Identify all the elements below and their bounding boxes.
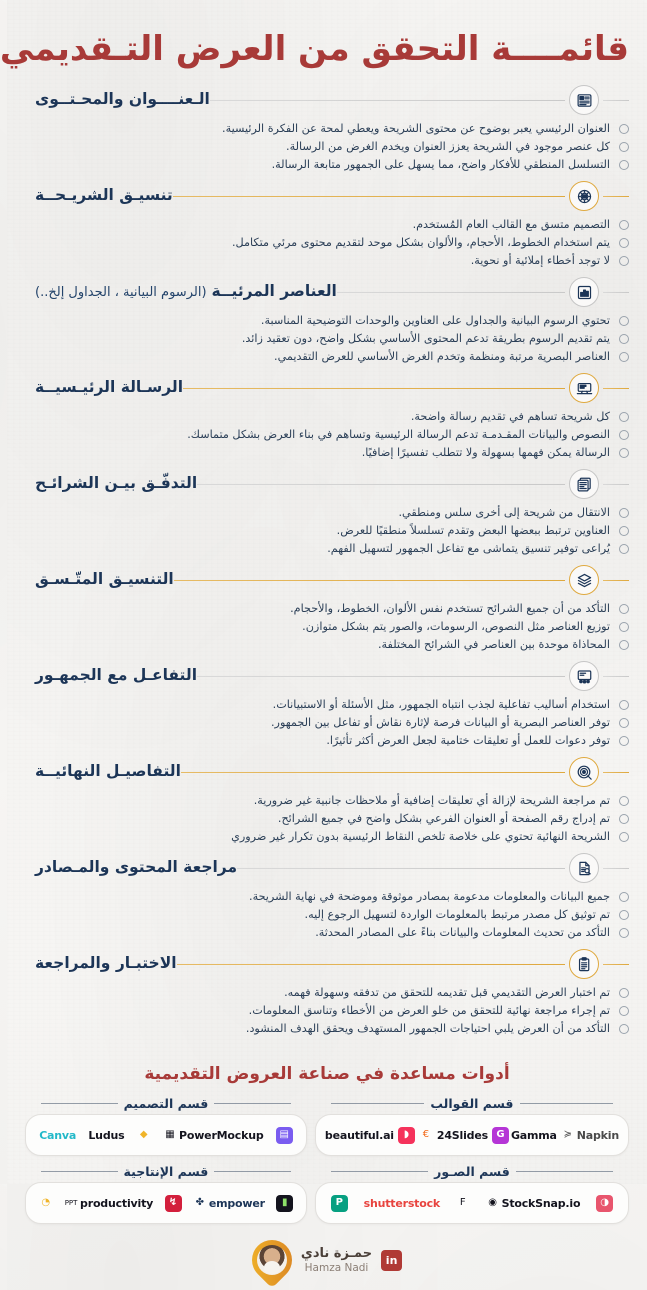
pitchdeck-logo-mark: ◆	[139, 1129, 148, 1141]
powermockup-logo-mark: ▦	[165, 1129, 175, 1141]
checklist-item-label: لا توجد أخطاء إملائية أو نحوية.	[470, 254, 610, 268]
tool-group	[315, 1164, 629, 1224]
checklist-section	[25, 371, 629, 462]
checkbox-circle-icon[interactable]	[619, 544, 629, 554]
checklist-item[interactable]	[31, 408, 629, 426]
tool-group	[315, 1096, 629, 1156]
checklist-item-label: يتم تقديم الرسوم بطريقة تدعم المحتوى الأساسي بشكل واضح، دون تعقيد زائد.	[241, 332, 610, 346]
tool-group	[25, 1164, 307, 1224]
checklist-item[interactable]	[31, 120, 629, 138]
canva-present-logo[interactable]	[419, 1128, 433, 1142]
section-header	[25, 563, 629, 597]
canva-logo[interactable]	[39, 1130, 76, 1141]
checkbox-circle-icon[interactable]	[619, 430, 629, 440]
tool-logo-row	[25, 1182, 307, 1224]
target-bullseye-icon	[569, 757, 599, 787]
section-rule-tail	[603, 484, 629, 485]
checklist-item-label: التصميم متسق مع القالب العام المُستخدم.	[412, 218, 610, 232]
author-name	[301, 1247, 372, 1274]
shutterstock-logo[interactable]	[364, 1198, 440, 1209]
section-items	[25, 504, 629, 558]
tools-grid	[25, 1096, 629, 1224]
freepik-logo[interactable]	[456, 1196, 470, 1210]
pitch-logo-mark: ◗	[398, 1127, 415, 1144]
tool-group-legend	[315, 1164, 629, 1179]
checkbox-circle-icon[interactable]	[619, 352, 629, 362]
pexels-logo[interactable]	[331, 1195, 348, 1212]
tool-group-legend	[25, 1164, 307, 1179]
checklist-section	[25, 563, 629, 654]
checklist-item-label: تم إجراء مراجعة نهائية للتحقق من خلو العرض من الأخطاء وتناسق المعلومات.	[248, 1004, 610, 1018]
tool-group-label: قسم الصـور	[434, 1164, 510, 1180]
checklist-item-label: توزيع العناصر مثل النصوص، الرسومات، والصور يتم بشكل متوازن.	[302, 620, 610, 634]
checklist-item[interactable]	[31, 636, 629, 654]
slidewise-logo[interactable]	[39, 1196, 53, 1210]
section-rule-tail	[603, 100, 629, 101]
checklist-item-label: توفر العناصر البصرية أو البيانات فرصة لإثارة نقاش أو تفاعل بين الجمهور.	[271, 716, 610, 730]
pexels-logo-mark: P	[331, 1195, 348, 1212]
tool-group	[25, 1096, 307, 1156]
beautiful-ai-logo[interactable]	[325, 1130, 394, 1141]
checkbox-circle-icon[interactable]	[619, 316, 629, 326]
tool-group-label: قسم الإنتاجية	[123, 1164, 209, 1180]
section-rule-tail	[603, 676, 629, 677]
checkbox-circle-icon[interactable]	[619, 160, 629, 170]
section-header	[25, 947, 629, 981]
burst-logo[interactable]	[596, 1195, 613, 1212]
checklist-item[interactable]	[31, 138, 629, 156]
page-title: قائمــــة التحقق من العرض التـقديمي	[0, 29, 629, 69]
section-title: مراجعة المحتوى والمـصادر	[35, 858, 238, 877]
gamma-logo[interactable]	[492, 1127, 557, 1144]
napkin-logo[interactable]	[561, 1128, 619, 1142]
checkbox-circle-icon[interactable]	[619, 832, 629, 842]
ludus-logo-label: Ludus	[88, 1128, 125, 1142]
checklist-item-label: العناوين ترتبط ببعضها البعض وتقدم تسلسلاً منطقيًا للعرض.	[336, 524, 610, 538]
checklist-item[interactable]	[31, 252, 629, 270]
presentation-screen-icon	[569, 373, 599, 403]
checkbox-circle-icon[interactable]	[619, 220, 629, 230]
checklist-item[interactable]	[31, 924, 629, 942]
section-rule	[237, 868, 565, 869]
checklist-section	[25, 275, 629, 366]
section-items	[25, 312, 629, 366]
section-title: التفاعـل مع الجمهـور	[35, 666, 198, 685]
checklist-section	[25, 179, 629, 270]
stocksnap-logo-mark: ◉	[488, 1197, 497, 1209]
section-rule-tail	[603, 292, 629, 293]
checklist-item-label: تم مراجعة الشريحة لإزالة أي تعليقات إضافية أو ملاحظات جانبية غير ضرورية.	[253, 794, 610, 808]
checklist-item[interactable]	[31, 330, 629, 348]
checklist-item-label: التأكد من تحديث المعلومات والبيانات بناءً على المصادر المحدثة.	[315, 926, 610, 940]
canva-logo-label: Canva	[39, 1128, 77, 1142]
shutterstock-logo-label: shutterstock	[363, 1196, 441, 1210]
section-header	[25, 371, 629, 405]
checklist-section	[25, 659, 629, 750]
author-footer	[25, 1240, 629, 1280]
checkbox-circle-icon[interactable]	[619, 622, 629, 632]
checkbox-circle-icon[interactable]	[619, 1024, 629, 1034]
checklist-section	[25, 947, 629, 1038]
24slides-logo-label: 24Slides	[436, 1128, 488, 1142]
design-layers-icon	[569, 565, 599, 595]
checklist-item-label: التأكد من أن العرض يلبي احتياجات الجمهور المستهدف ويحقق الهدف المنشود.	[245, 1022, 610, 1036]
section-items	[25, 696, 629, 750]
checklist-item-label: توفر دعوات للعمل أو تعليقات ختامية لجعل العرض أكثر تأثيرًا.	[326, 734, 610, 748]
section-title: الرسـالة الرئيـسيــة	[35, 378, 184, 397]
beautiful-ai-logo-label: beautiful.ai	[324, 1128, 394, 1142]
slides-stack-icon	[569, 469, 599, 499]
section-header	[25, 179, 629, 213]
section-header	[25, 83, 629, 117]
checklist-item[interactable]	[31, 1002, 629, 1020]
checklist-item-label: النصوص والبيانات المقـدمـة تدعم الرسالة الرئيسية وتساهم في بناء العرض بشكل متماسك.	[187, 428, 610, 442]
checklist-item[interactable]	[31, 1020, 629, 1038]
powermockup-logo[interactable]	[163, 1128, 264, 1142]
ludus-logo[interactable]	[88, 1130, 124, 1141]
section-items	[25, 216, 629, 270]
checklist-item-label: الرسالة يمكن فهمها بسهولة ولا تتطلب تفسيرًا إضافيًا.	[361, 446, 610, 460]
stocksnap-logo-label: StockSnap.io	[501, 1196, 581, 1210]
pptproductivity-logo[interactable]	[64, 1196, 153, 1210]
checkbox-circle-icon[interactable]	[619, 796, 629, 806]
checklist-item[interactable]	[31, 444, 629, 462]
checklist-item[interactable]	[31, 540, 629, 558]
legend-line-left	[520, 1103, 614, 1104]
checklist-item-label: استخدام أساليب تفاعلية لجذب انتباه الجمهور، مثل الأسئلة أو الاستبيانات.	[272, 698, 610, 712]
checklist-item[interactable]	[31, 618, 629, 636]
section-header	[25, 467, 629, 501]
section-rule-tail	[603, 580, 629, 581]
bar-chart-icon	[569, 277, 599, 307]
checklist-item-label: تحتوي الرسوم البيانية والجداول على العناوين والوحدات التوضيحية المناسبة.	[260, 314, 610, 328]
mixmax-logo[interactable]	[165, 1195, 182, 1212]
tool-logo-row	[315, 1182, 629, 1224]
checklist-item[interactable]	[31, 522, 629, 540]
checklist-item[interactable]	[31, 984, 629, 1002]
legend-line-left	[214, 1171, 291, 1172]
clipboard-checklist-icon	[569, 949, 599, 979]
checklist-item[interactable]	[31, 600, 629, 618]
pptproductivity-logo-label: productivity	[80, 1196, 154, 1210]
section-rule-tail	[603, 964, 629, 965]
checklist-section	[25, 851, 629, 942]
gamma-logo-mark: G	[492, 1127, 509, 1144]
checkbox-circle-icon[interactable]	[619, 910, 629, 920]
section-header	[25, 755, 629, 789]
checkbox-circle-icon[interactable]	[619, 448, 629, 458]
checkbox-circle-icon[interactable]	[619, 238, 629, 248]
section-rule	[177, 964, 565, 965]
checklist-item[interactable]	[31, 234, 629, 252]
palette-gear-icon	[569, 181, 599, 211]
checkbox-circle-icon[interactable]	[619, 700, 629, 710]
section-rule-tail	[603, 388, 629, 389]
section-title: تنسيـق الشريـحــة	[35, 186, 173, 205]
checkbox-circle-icon[interactable]	[619, 508, 629, 518]
section-items	[25, 984, 629, 1038]
section-items	[25, 120, 629, 174]
checklist-item-label: جميع البيانات والمعلومات مدعومة بمصادر موثوقة وموضحة في نهاية الشريحة.	[249, 890, 610, 904]
burst-logo-mark: ◑	[596, 1195, 613, 1212]
section-title: التدفّـق بيـن الشرائـح	[35, 474, 198, 493]
checkbox-circle-icon[interactable]	[619, 526, 629, 536]
legend-line-left	[516, 1171, 613, 1172]
checkbox-circle-icon[interactable]	[619, 928, 629, 938]
checklist-item[interactable]	[31, 348, 629, 366]
section-header	[25, 659, 629, 693]
pptproductivity-logo-mark: PPT	[64, 1198, 78, 1207]
checklist-section	[25, 467, 629, 558]
legend-line-left	[214, 1103, 291, 1104]
empower-logo-label: empower	[208, 1196, 265, 1210]
tool-group-legend	[315, 1096, 629, 1111]
tool-group-label: قسم القوالب	[430, 1096, 514, 1112]
author-name-en: Hamza Nadi	[304, 1261, 369, 1274]
section-items	[25, 600, 629, 654]
checklist-item[interactable]	[31, 732, 629, 750]
checklist-item[interactable]	[31, 888, 629, 906]
checklist-item[interactable]	[31, 504, 629, 522]
section-rule-tail	[603, 772, 629, 773]
tool-group-legend	[25, 1096, 307, 1111]
checklist-item[interactable]	[31, 828, 629, 846]
checklist-item-label: العنوان الرئيسي يعبر بوضوح عن محتوى الشريحة ويعطي لمحة عن الفكرة الرئيسية.	[222, 122, 610, 136]
stocksnap-logo[interactable]	[486, 1196, 581, 1210]
section-rule	[210, 100, 565, 101]
mixmax-logo-mark: ↯	[165, 1195, 182, 1212]
checkbox-circle-icon[interactable]	[619, 604, 629, 614]
checkbox-circle-icon[interactable]	[619, 814, 629, 824]
checklist-section	[25, 755, 629, 846]
checklist-item-label: تم اختبار العرض التقديمي قبل تقديمه للتحقق من تدفقه وسهولة فهمه.	[284, 986, 610, 1000]
checklist-section	[25, 83, 629, 174]
legend-line-right	[331, 1103, 425, 1104]
section-items	[25, 792, 629, 846]
section-rule	[197, 484, 565, 485]
checkbox-circle-icon[interactable]	[619, 736, 629, 746]
slidesgo-logo[interactable]	[276, 1127, 293, 1144]
section-items	[25, 888, 629, 942]
checklist-item-label: تم إدراج رقم الصفحة أو العنوان الفرعي بشكل واضح في جميع الشرائح.	[277, 812, 610, 826]
legend-line-right	[331, 1171, 428, 1172]
checkbox-circle-icon[interactable]	[619, 718, 629, 728]
checkbox-circle-icon[interactable]	[619, 124, 629, 134]
section-rule-tail	[603, 868, 629, 869]
pitchavatar-logo[interactable]	[276, 1195, 293, 1212]
section-rule	[181, 772, 565, 773]
pitchavatar-logo-mark: ▮	[276, 1195, 293, 1212]
checklist-item-label: التأكد من أن جميع الشرائح تستخدم نفس الألوان، الخطوط، والأحجام.	[290, 602, 610, 616]
checkbox-circle-icon[interactable]	[619, 334, 629, 344]
empower-logo[interactable]	[193, 1196, 265, 1210]
checklist-item-label: المحاذاة موحدة بين العناصر في الشرائح المختلفة.	[378, 638, 610, 652]
checklist-item-label: العناصر البصرية مرتبة ومنظمة وتخدم الغرض الأساسي للعرض التقديمي.	[274, 350, 610, 364]
tool-logo-row	[25, 1114, 307, 1156]
checklist-item-label: تم توثيق كل مصدر مرتبط بالمعلومات الواردة لتسهيل الرجوع إليه.	[304, 908, 610, 922]
section-subtitle: (الرسوم البيانية ، الجداول إلخ..)	[35, 285, 207, 301]
checklist-item-label: يُراعى توفير تنسيق يتماشى مع تفاعل الجمهور لتسهيل الفهم.	[327, 542, 610, 556]
checklist-item[interactable]	[31, 696, 629, 714]
section-header	[25, 851, 629, 885]
author-name-ar: حمـزة نادي	[300, 1245, 373, 1261]
section-title: العناصر المرئيــة(الرسوم البيانية ، الجداول إلخ..)	[35, 282, 337, 301]
section-title: الاختبـار والمراجعة	[35, 954, 177, 973]
checkbox-circle-icon[interactable]	[619, 1006, 629, 1016]
checklist-item-label: كل عنصر موجود في الشريحة يعزز العنوان ويخدم الغرض من الرسالة.	[286, 140, 610, 154]
tool-group-label: قسم التصميم	[123, 1096, 209, 1112]
checklist-sections	[25, 83, 629, 1038]
checkbox-circle-icon[interactable]	[619, 892, 629, 902]
freepik-logo-mark: F	[459, 1197, 466, 1209]
slidesgo-logo-mark: ▤	[276, 1127, 293, 1144]
section-title: التنسيـق المتّـسـق	[35, 570, 174, 589]
section-rule	[174, 580, 565, 581]
checklist-item[interactable]	[31, 906, 629, 924]
avatar	[244, 1232, 301, 1289]
document-search-icon	[569, 853, 599, 883]
checklist-item[interactable]	[31, 810, 629, 828]
canva-present-logo-mark: €	[422, 1129, 430, 1141]
checklist-item[interactable]	[31, 156, 629, 174]
24slides-logo[interactable]	[437, 1130, 488, 1141]
checklist-item[interactable]	[31, 714, 629, 732]
section-rule	[197, 676, 565, 677]
slide-layout-icon	[569, 85, 599, 115]
audience-presenter-icon	[569, 661, 599, 691]
checklist-item-label: التسلسل المنطقي للأفكار واضح، مما يسهل على الجمهور متابعة الرسالة.	[271, 158, 610, 172]
checkbox-circle-icon[interactable]	[619, 142, 629, 152]
checkbox-circle-icon[interactable]	[619, 412, 629, 422]
section-rule	[183, 388, 565, 389]
napkin-logo-label: Napkin	[576, 1128, 619, 1142]
tool-logo-row	[315, 1114, 629, 1156]
section-header	[25, 275, 629, 309]
legend-line-right	[41, 1171, 118, 1172]
linkedin-icon[interactable]: in	[381, 1250, 402, 1271]
pitch-logo[interactable]	[398, 1127, 415, 1144]
checklist-item[interactable]	[31, 792, 629, 810]
powermockup-logo-label: PowerMockup	[179, 1128, 264, 1142]
checklist-item-label: كل شريحة تساهم في تقديم رسالة واضحة.	[410, 410, 610, 424]
slidewise-logo-mark: ◔	[41, 1197, 51, 1209]
checkbox-circle-icon[interactable]	[619, 640, 629, 650]
checklist-item-label: الانتقال من شريحة إلى أخرى سلس ومنطقي.	[398, 506, 610, 520]
section-rule	[337, 292, 565, 293]
checkbox-circle-icon[interactable]	[619, 256, 629, 266]
checklist-item[interactable]	[31, 312, 629, 330]
checklist-item-label: يتم استخدام الخطوط، الأحجام، والألوان بشكل موحد لتقديم محتوى مرئي متكامل.	[232, 236, 610, 250]
checklist-item-label: الشريحة النهائية تحتوي على خلاصة تلخص النقاط الرئيسية بدون تكرار غير ضروري	[231, 830, 610, 844]
checkbox-circle-icon[interactable]	[619, 988, 629, 998]
section-title: الـعنــــوان والمحـتــوى	[35, 90, 210, 109]
section-rule	[173, 196, 565, 197]
pitchdeck-logo[interactable]	[137, 1128, 151, 1142]
section-items	[25, 408, 629, 462]
section-title: التفاصيـل النهائيــة	[35, 762, 181, 781]
gamma-logo-label: Gamma	[510, 1128, 557, 1142]
checklist-item[interactable]	[31, 426, 629, 444]
section-rule-tail	[603, 196, 629, 197]
legend-line-right	[41, 1103, 118, 1104]
tools-heading: أدوات مساعدة في صناعة العروض التقديمية	[144, 1064, 510, 1085]
empower-logo-mark: ✤	[195, 1197, 205, 1209]
checklist-item[interactable]	[31, 216, 629, 234]
napkin-logo-mark: ≽	[563, 1129, 572, 1141]
